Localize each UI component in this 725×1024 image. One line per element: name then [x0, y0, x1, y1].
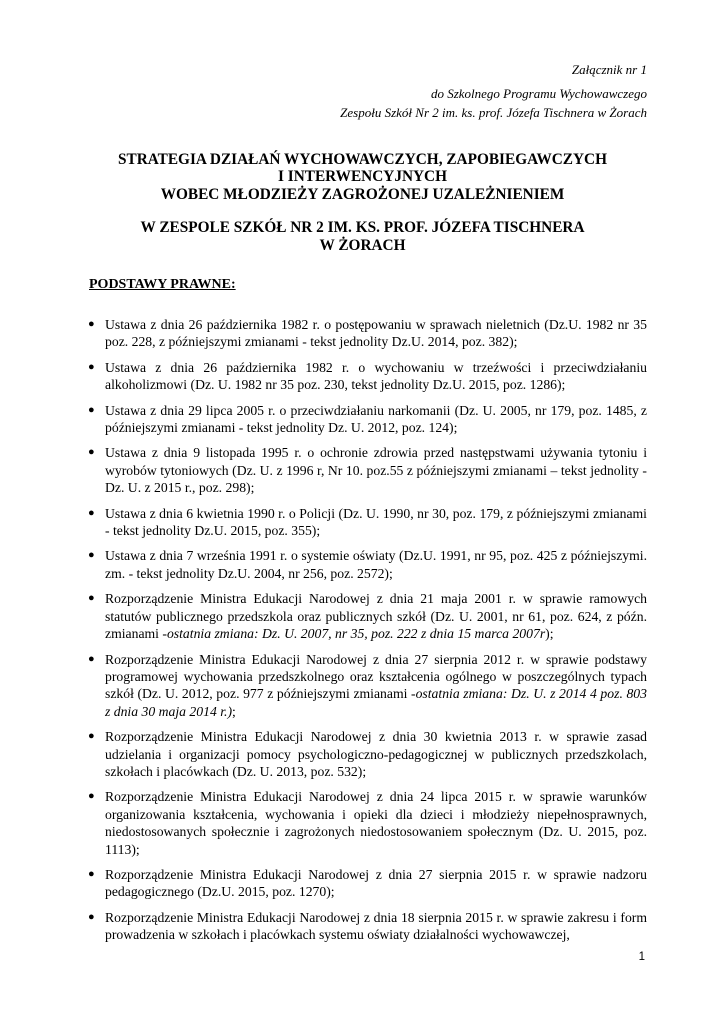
- item-text: Rozporządzenie Ministra Edukacji Narodowej z dnia 30 kwietnia 2013 r. w sprawie zasad udzielania i organizacji pomocy psychologiczno-pedagogicznej w publicznych przedszkolach, szkołach i placówkach (Dz. U. 2013, poz. 532);: [105, 729, 647, 779]
- legal-basis-item: [88, 444, 647, 496]
- annex-label: Załącznik nr 1: [571, 62, 647, 77]
- title-line-3: WOBEC MŁODZIEŻY ZAGROŻONEJ UZALEŻNIENIEM: [160, 186, 565, 203]
- item-italic-note: ostatnia zmiana: Dz. U. z 2014 4 poz. 803 z dnia 30 maja 2014 r.): [105, 686, 647, 719]
- legal-basis-item: [88, 590, 647, 642]
- legal-basis-item: [88, 547, 647, 582]
- title-line-4: W ZESPOLE SZKÓŁ NR 2 IM. KS. PROF. JÓZEFA TISCHNERA: [140, 219, 585, 236]
- legal-basis-item: [88, 909, 647, 944]
- item-text: Rozporządzenie Ministra Edukacji Narodowej z dnia 18 sierpnia 2015 r. w sprawie zakresu i form prowadzenia w szkołach i placówkach systemu oświaty działalności wychowawczej,: [105, 909, 647, 943]
- annex-school-line: Zespołu Szkół Nr 2 im. ks. prof. Józefa Tischnera w Żorach: [340, 105, 647, 120]
- item-text: Rozporządzenie Ministra Edukacji Narodowej z dnia 21 maja 2001 r. w sprawie ramowych statutów publicznego przedszkola oraz publicznych szkół (Dz. U. 2001, nr 61, poz. 624, z późn. zmianami -: [105, 591, 647, 642]
- bullet-icon: ●: [88, 652, 95, 665]
- bullet-icon: ●: [88, 790, 95, 803]
- item-italic-note: ostatnia zmiana: Dz. U. 2007, nr 35, poz. 222 z dnia 15 marca 2007r: [166, 626, 546, 642]
- bullet-icon: ●: [88, 360, 95, 373]
- item-text: Ustawa z dnia 9 listopada 1995 r. o ochronie zdrowia przed następstwami używania tytoniu i wyrobów tytoniowych (Dz. U. z 1996 r, Nr 10. poz.55 z późniejszymi zmianami – tekst jednolity - Dz. U. z 2015 r., poz. 298);: [105, 445, 647, 496]
- legal-basis-item: [88, 728, 647, 780]
- bullet-icon: ●: [88, 867, 95, 880]
- title-line-1: STRATEGIA DZIAŁAŃ WYCHOWAWCZYCH, ZAPOBIEGAWCZYCH: [117, 151, 607, 168]
- item-tail: ;: [232, 703, 236, 719]
- annex-program-line: do Szkolnego Programu Wychowawczego: [430, 86, 647, 101]
- legal-basis-item: [88, 316, 647, 351]
- legal-basis-list: [88, 316, 647, 952]
- bullet-icon: ●: [88, 549, 95, 562]
- bullet-icon: ●: [88, 910, 95, 923]
- item-text: Rozporządzenie Ministra Edukacji Narodowej z dnia 24 lipca 2015 r. w sprawie warunków organizowania kształcenia, wychowania i opieki dla dzieci i młodzieży niepełnosprawnych, niedostosowanych społecznie i zagrożonych niedostosowaniem społecznym (Dz. U. 2015, poz. 1113);: [105, 789, 647, 857]
- bullet-icon: ●: [88, 318, 95, 330]
- legal-basis-item: [88, 866, 647, 901]
- bullet-icon: ●: [88, 506, 95, 519]
- legal-basis-item: [88, 359, 647, 394]
- item-text: Ustawa z dnia 6 kwietnia 1990 r. o Policji (Dz. U. 1990, nr 30, poz. 179, z późniejszymi zmianami - tekst jednolity Dz.U. 2015, poz. 355);: [105, 505, 647, 539]
- bullet-icon: ●: [88, 730, 95, 743]
- item-text: Ustawa z dnia 7 września 1991 r. o systemie oświaty (Dz.U. 1991, nr 95, poz. 425 z późniejszymi. zm. - tekst jednolity Dz.U. 2004, nr 256, poz. 2572);: [105, 548, 647, 581]
- section-heading-legal-basis: PODSTAWY PRAWNE:: [89, 277, 236, 292]
- legal-basis-item: [88, 651, 647, 721]
- legal-basis-item: [88, 505, 647, 540]
- bullet-icon: ●: [88, 403, 95, 416]
- title-line-2: I INTERWENCYJNYCH: [277, 168, 448, 185]
- legal-basis-item: [88, 788, 647, 858]
- title-line-5: W ŻORACH: [319, 237, 406, 254]
- legal-basis-item: [88, 402, 647, 437]
- bullet-icon: ●: [88, 592, 95, 605]
- page-number: 1: [638, 951, 645, 963]
- item-text: Ustawa z dnia 26 października 1982 r. o postępowaniu w sprawach nieletnich (Dz.U. 1982 nr 35 poz. 228, z późniejszymi zmianami - tekst jednolity Dz.U. 2014, poz. 382);: [105, 317, 647, 350]
- item-tail: );: [545, 626, 554, 642]
- item-text: Ustawa z dnia 26 października 1982 r. o wychowaniu w trzeźwości i przeciwdziałaniu alkoholizmowi (Dz. U. 1982 nr 35 poz. 230, tekst jednolity Dz.U. 2015, poz. 1286);: [105, 359, 647, 393]
- item-text: Rozporządzenie Ministra Edukacji Narodowej z dnia 27 sierpnia 2015 r. w sprawie nadzoru pedagogicznego (Dz.U. 2015, poz. 1270);: [105, 866, 647, 900]
- item-text: Rozporządzenie Ministra Edukacji Narodowej z dnia 27 sierpnia 2012 r. w sprawie podstawy programowej wychowania przedszkolnego oraz kształcenia ogólnego w poszczególnych typach szkół (Dz. U. 2012, poz. 977 z późniejszymi zmianami -: [105, 651, 647, 702]
- item-text: Ustawa z dnia 29 lipca 2005 r. o przeciwdziałaniu narkomanii (Dz. U. 2005, nr 179, poz. 1485, z późniejszymi zmianami - tekst jednolity Dz. U. 2012, poz. 124);: [105, 402, 647, 436]
- bullet-icon: ●: [88, 446, 95, 459]
